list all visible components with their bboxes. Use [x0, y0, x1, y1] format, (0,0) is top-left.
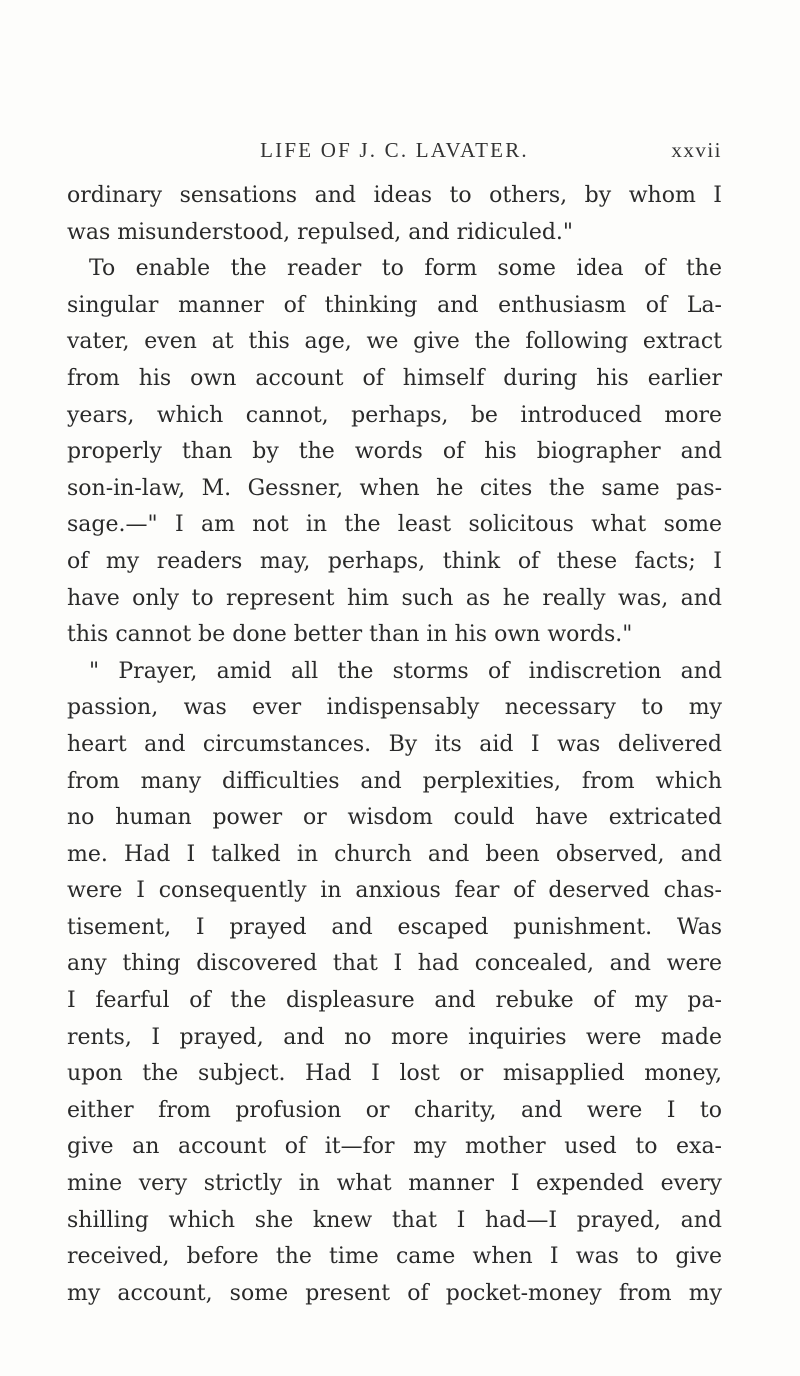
text-line: tisement, I prayed and escaped punishment. Was [67, 914, 722, 940]
body-text [67, 178, 722, 1312]
text-line: passion, was ever indispensably necessary to my [67, 695, 722, 721]
text-line: was misunderstood, repulsed, and ridiculed." [67, 219, 574, 245]
text-line: mine very strictly in what manner I expended every [67, 1171, 722, 1197]
text-line: shilling which she knew that I had—I prayed, and [67, 1207, 722, 1233]
text-line: this cannot be done better than in his own words." [67, 622, 633, 648]
text-line: me. Had I talked in church and been observed, and [67, 841, 722, 867]
text-line: received, before the time came when I was to give [67, 1244, 722, 1270]
text-line: rents, I prayed, and no more inquiries were made [67, 1024, 722, 1050]
text-line: heart and circumstances. By its aid I was delivered [67, 731, 722, 757]
text-line: properly than by the words of his biographer and [67, 439, 722, 465]
running-head [67, 138, 722, 168]
text-line: have only to represent him such as he really was, and [67, 585, 722, 611]
text-line: ordinary sensations and ideas to others, by whom I [67, 183, 722, 208]
text-line: To enable the reader to form some idea of the [89, 256, 722, 282]
text-line: no human power or wisdom could have extricated [67, 805, 722, 831]
text-line: son-in-law, M. Gessner, when he cites the same pas- [67, 475, 722, 501]
text-line: my account, some present of pocket-money from my [67, 1280, 722, 1306]
text-line: sage.—" I am not in the least solicitous what some [67, 512, 722, 538]
text-line: either from profusion or charity, and were I to [67, 1097, 722, 1123]
text-line: from many difficulties and perplexities, from which [67, 768, 722, 794]
text-line: upon the subject. Had I lost or misapplied money, [67, 1061, 722, 1087]
text-line: vater, even at this age, we give the following extract [67, 329, 722, 355]
page-number: xxvii [671, 138, 722, 162]
running-title: LIFE OF J. C. LAVATER. [260, 138, 529, 162]
text-line: of my readers may, perhaps, think of these facts; I [67, 548, 722, 574]
text-line: any thing discovered that I had concealed, and were [67, 951, 722, 977]
text-line: from his own account of himself during his earlier [67, 365, 722, 391]
text-line: were I consequently in anxious fear of deserved chas- [67, 878, 722, 904]
text-line: I fearful of the displeasure and rebuke of my pa- [67, 988, 722, 1014]
text-line: singular manner of thinking and enthusiasm of La- [67, 292, 722, 318]
text-line: " Prayer, amid all the storms of indiscretion and [89, 658, 722, 684]
text-line: years, which cannot, perhaps, be introduced more [67, 402, 722, 428]
text-line: give an account of it—for my mother used to exa- [67, 1134, 722, 1160]
